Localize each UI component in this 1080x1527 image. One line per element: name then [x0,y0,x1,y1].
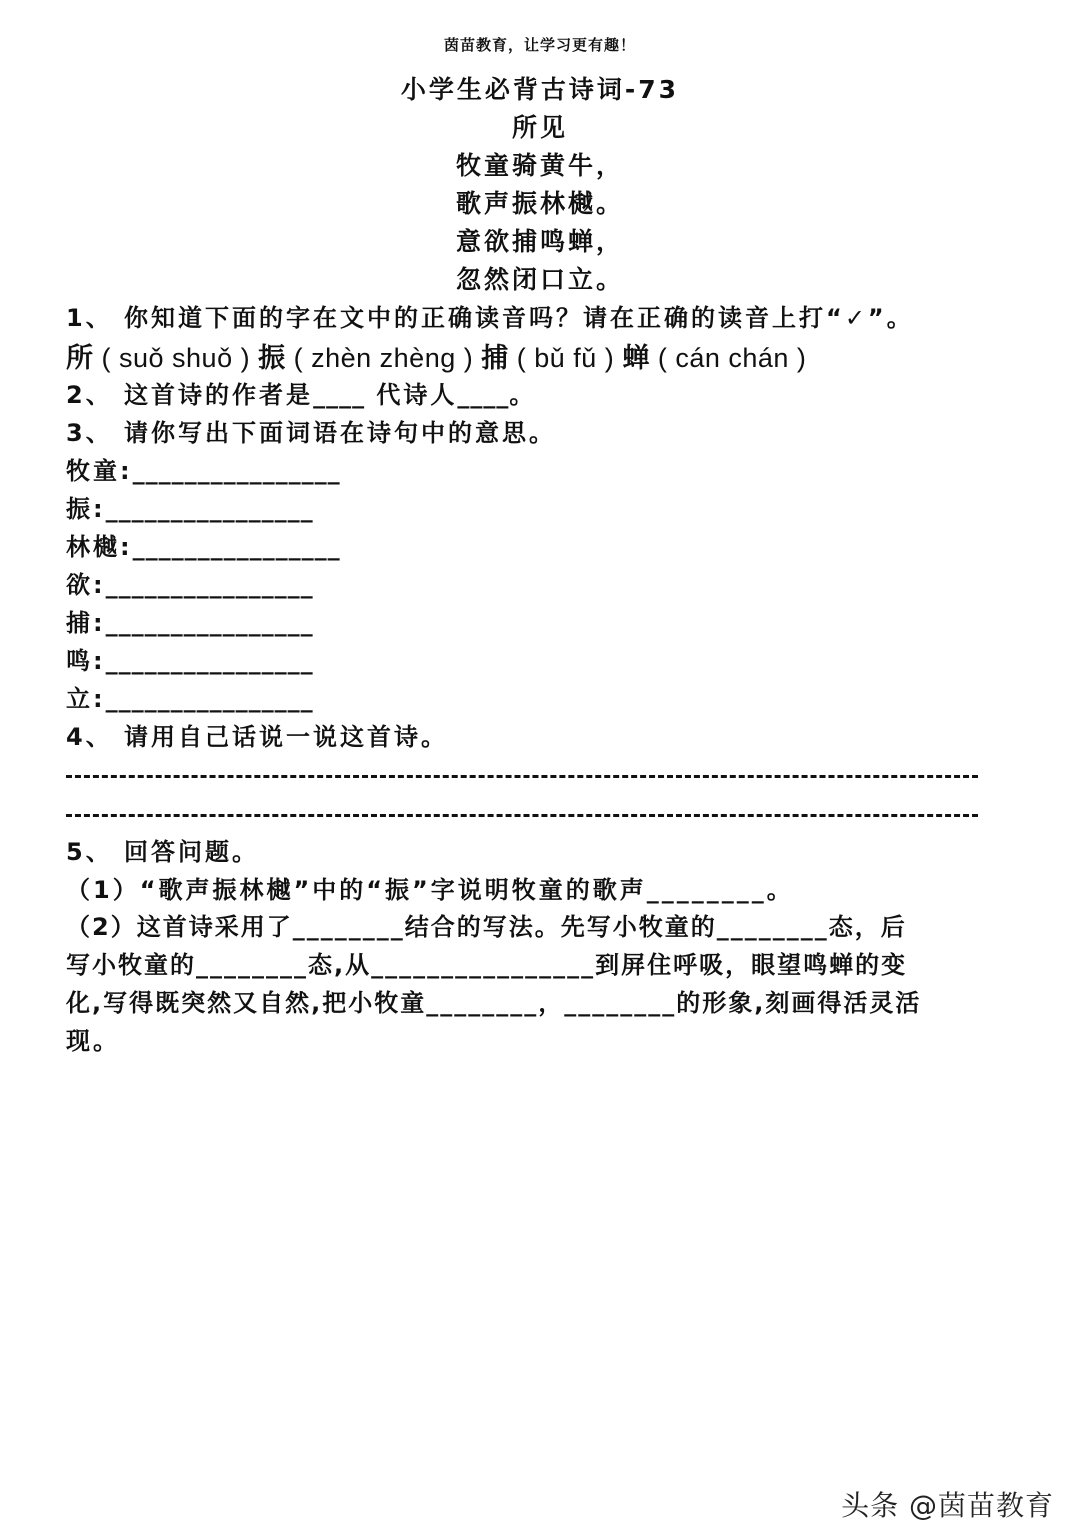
q1-char-1: 所 [66,343,94,374]
question-5-prompt: 5、 回答问题。 [66,838,260,866]
q3-term: 立: [66,685,106,713]
q3-item-6 [66,641,314,676]
question-3-prompt: 3、 请你写出下面词语在诗句中的意思。 [66,419,557,447]
q3-term: 牧童: [66,457,133,485]
answer-line-1 [66,775,978,778]
q3-item-3 [66,527,341,562]
question-4-prompt: 4、 请用自己话说一说这首诗。 [66,723,449,751]
q2-part-3: 。 [509,381,537,409]
q1-options-2: ( zhèn zhèng ) [293,343,474,373]
q5-sub-2-line-1: （2）这首诗采用了________结合的写法。先写小牧童的________态，后 [66,913,907,941]
q5-sub-1: （1）“歌声振林樾”中的“振”字说明牧童的歌声________。 [66,876,794,904]
q3-term: 林樾: [66,533,133,561]
question-2 [66,375,536,410]
q1-options-1: ( suǒ shuǒ ) [101,343,251,373]
q5-sub-2-line-3: 化,写得既突然又自然,把小牧童________，________的形象,刻画得活灵活 [66,989,922,1017]
poem-line-4: 忽然闭口立。 [455,265,624,294]
q1-options-3: ( bǔ fǔ ) [516,343,615,373]
q2-part-2: 代诗人 [365,381,458,409]
watermark: 头条 @茵苗教育 [841,1489,1054,1522]
poem-title: 所见 [511,113,568,142]
q3-term: 捕: [66,609,106,637]
q3-blank: ________________ [132,533,341,561]
question-1-prompt: 1、 你知道下面的字在文中的正确读音吗？请在正确的读音上打“✓”。 [66,304,914,332]
q3-item-4 [66,565,314,600]
question-1-options [66,336,806,375]
q2-blank-2: ____ [457,381,510,409]
q3-term: 欲: [66,571,106,599]
q2-part-1: 2、 这首诗的作者是 [66,381,314,409]
poem-line-3: 意欲捕鸣蝉， [455,227,624,256]
q3-item-5 [66,603,314,638]
answer-line-2 [66,814,978,817]
q3-item-2 [66,489,314,524]
q5-sub-2-line-2: 写小牧童的________态,从________________到屏住呼吸，眼望鸣蝉的变 [66,951,908,979]
q3-blank: ________________ [132,457,341,485]
header-note: 茵苗教育，让学习更有趣！ [443,36,636,54]
q5-sub-2-line-4: 现。 [66,1027,120,1055]
q3-item-7 [66,679,314,714]
poem-line-1: 牧童骑黄牛， [455,151,624,180]
q1-char-4: 蝉 [622,343,650,374]
q3-blank: ________________ [105,685,314,713]
q1-char-3: 捕 [481,343,509,374]
q3-blank: ________________ [105,609,314,637]
q2-blank-1: ____ [313,381,366,409]
q3-blank: ________________ [105,495,314,523]
q3-term: 振: [66,495,106,523]
q1-options-4: ( cán chán ) [657,343,807,373]
poem-line-2: 歌声振林樾。 [455,189,624,218]
q1-char-2: 振 [258,343,286,374]
q3-term: 鸣: [66,647,106,675]
q3-item-1 [66,451,341,486]
q3-blank: ________________ [105,647,314,675]
worksheet-title: 小学生必背古诗词-73 [400,75,680,104]
q3-blank: ________________ [105,571,314,599]
